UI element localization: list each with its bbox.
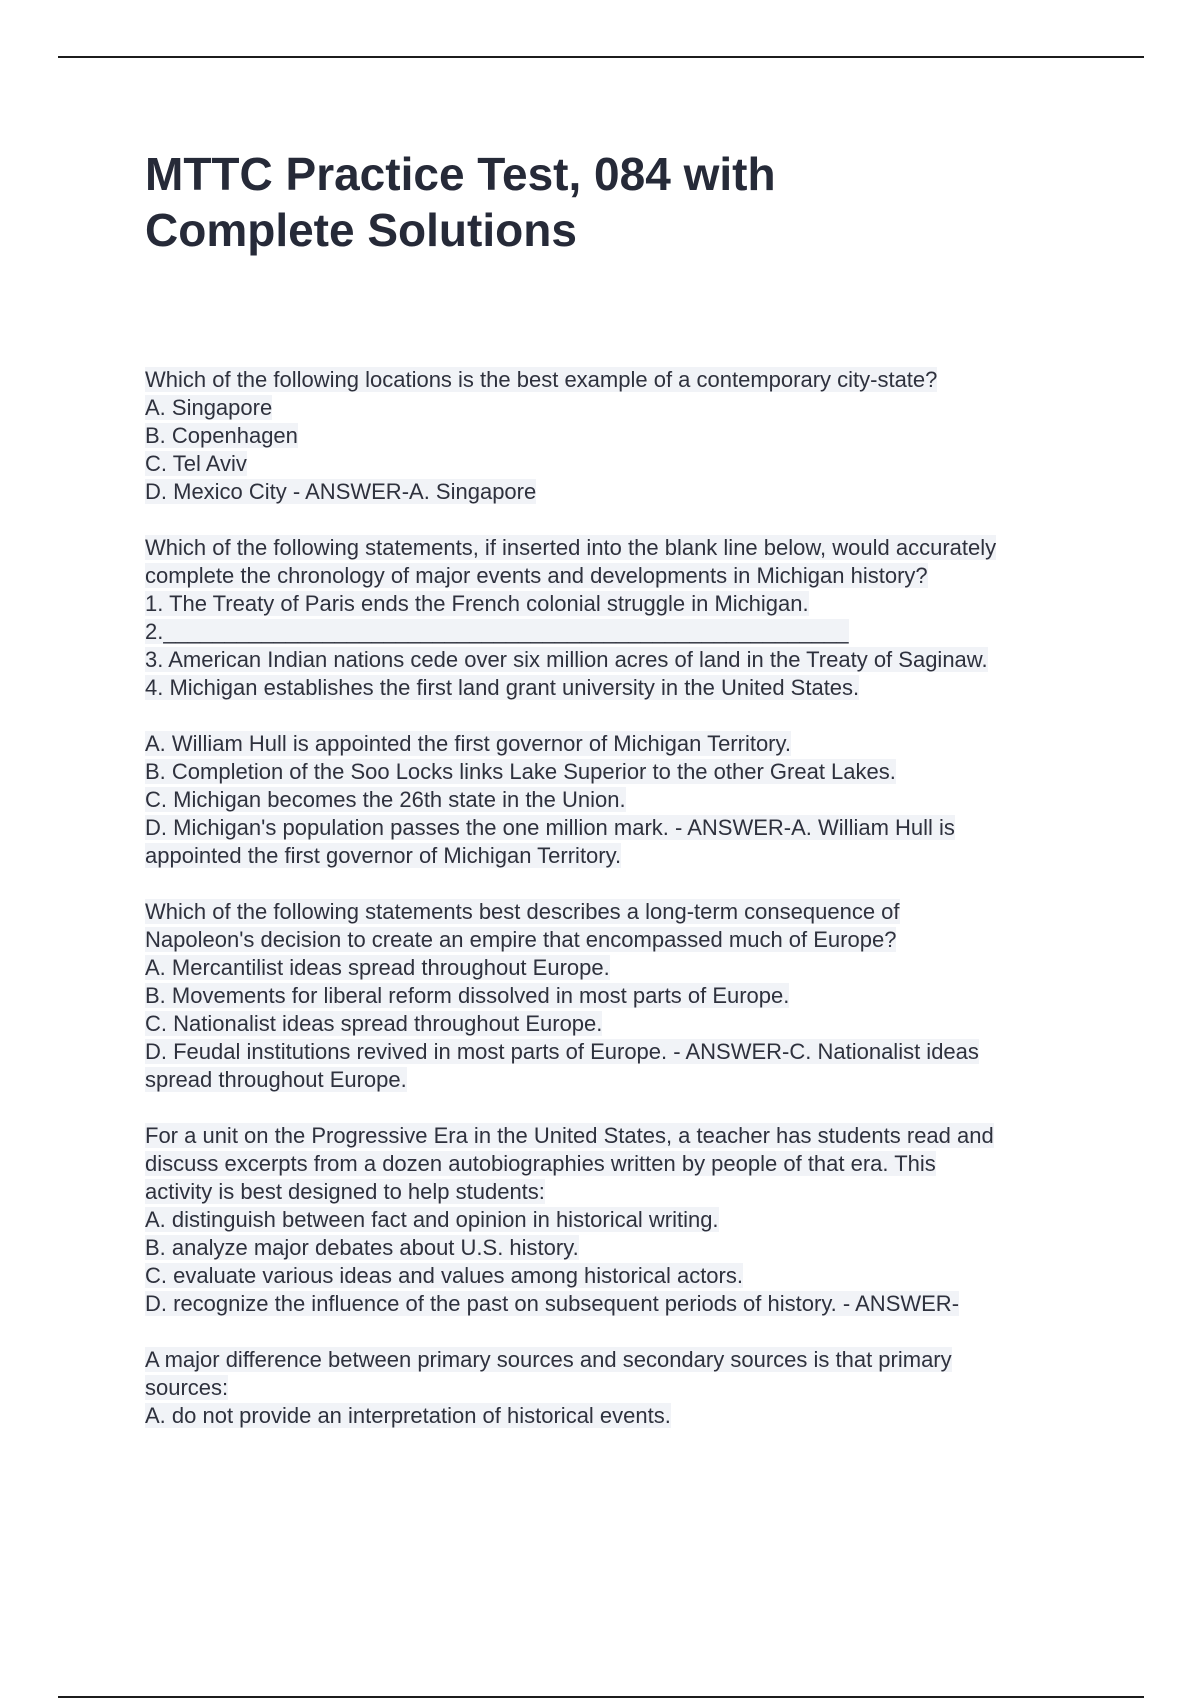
text-line-content: 2.________________________________________________________ (145, 619, 849, 644)
title-line-1: MTTC Practice Test, 084 with (145, 148, 776, 200)
text-line-content: D. Mexico City - ANSWER-A. Singapore (145, 479, 537, 504)
text-line-content: C. Michigan becomes the 26th state in the Union. (145, 787, 626, 812)
text-line (145, 1150, 1105, 1178)
text-line-content: A major difference between primary sources and secondary sources is that primary (145, 1347, 952, 1372)
text-line-content: sources: (145, 1375, 229, 1400)
text-line-content: A. William Hull is appointed the first governor of Michigan Territory. (145, 731, 791, 756)
text-line (145, 1290, 1105, 1318)
text-line (145, 1234, 1105, 1262)
text-line-content: Which of the following locations is the best example of a contemporary city-state? (145, 367, 938, 392)
text-line-content: spread throughout Europe. (145, 1067, 407, 1092)
question-block-5 (145, 1346, 1105, 1430)
text-line-content: 3. American Indian nations cede over six million acres of land in the Treaty of Saginaw. (145, 647, 988, 672)
text-line-content: B. Completion of the Soo Locks links Lake Superior to the other Great Lakes. (145, 759, 896, 784)
text-line (145, 842, 1105, 870)
text-line-content: Which of the following statements best describes a long-term consequence of (145, 899, 900, 924)
question-block-4 (145, 1122, 1105, 1318)
text-line (145, 478, 1105, 506)
text-line-content: B. analyze major debates about U.S. history. (145, 1235, 579, 1260)
text-line-content: B. Movements for liberal reform dissolved in most parts of Europe. (145, 983, 790, 1008)
text-line-content: A. distinguish between fact and opinion in historical writing. (145, 1207, 719, 1232)
text-line-content: C. evaluate various ideas and values among historical actors. (145, 1263, 743, 1288)
text-line-content: Which of the following statements, if inserted into the blank line below, would accurately (145, 535, 997, 560)
text-line (145, 422, 1105, 450)
text-line-content: discuss excerpts from a dozen autobiographies written by people of that era. This (145, 1151, 936, 1176)
text-line-content: C. Nationalist ideas spread throughout Europe. (145, 1011, 603, 1036)
text-line-content: 4. Michigan establishes the first land grant university in the United States. (145, 675, 860, 700)
question-block-2 (145, 534, 1105, 870)
text-line-content: A. do not provide an interpretation of historical events. (145, 1403, 671, 1428)
document-title (145, 146, 1045, 258)
text-line (145, 618, 1105, 646)
text-line (145, 1066, 1105, 1094)
text-line (145, 366, 1105, 394)
paragraph-spacer (145, 702, 1105, 730)
text-line (145, 646, 1105, 674)
question-block-1 (145, 366, 1105, 506)
text-line (145, 1122, 1105, 1150)
text-line (145, 926, 1105, 954)
text-line (145, 1178, 1105, 1206)
text-line (145, 1206, 1105, 1234)
text-line (145, 982, 1105, 1010)
text-line (145, 1346, 1105, 1374)
document-body (145, 366, 1105, 1458)
text-line (145, 814, 1105, 842)
text-line-content: 1. The Treaty of Paris ends the French colonial struggle in Michigan. (145, 591, 809, 616)
bottom-rule (58, 1696, 1144, 1698)
text-line-content: A. Singapore (145, 395, 273, 420)
text-line-content: B. Copenhagen (145, 423, 298, 448)
text-line-content: Napoleon's decision to create an empire that encompassed much of Europe? (145, 927, 897, 952)
text-line-content: D. recognize the influence of the past on subsequent periods of history. - ANSWER- (145, 1291, 960, 1316)
text-line (145, 758, 1105, 786)
text-line (145, 450, 1105, 478)
text-line-content: D. Feudal institutions revived in most parts of Europe. - ANSWER-C. Nationalist ideas (145, 1039, 979, 1064)
text-line (145, 534, 1105, 562)
text-line (145, 1374, 1105, 1402)
text-line-content: D. Michigan's population passes the one million mark. - ANSWER-A. William Hull is (145, 815, 955, 840)
text-line (145, 898, 1105, 926)
text-line-content: A. Mercantilist ideas spread throughout Europe. (145, 955, 610, 980)
text-line-content: C. Tel Aviv (145, 451, 247, 476)
text-line (145, 730, 1105, 758)
text-line (145, 590, 1105, 618)
text-line-content: For a unit on the Progressive Era in the United States, a teacher has students read and (145, 1123, 994, 1148)
text-line (145, 394, 1105, 422)
text-line (145, 954, 1105, 982)
text-line (145, 1010, 1105, 1038)
text-line-content: complete the chronology of major events and developments in Michigan history? (145, 563, 928, 588)
title-line-2: Complete Solutions (145, 204, 577, 256)
text-line (145, 674, 1105, 702)
text-line (145, 1038, 1105, 1066)
text-line-content: activity is best designed to help students: (145, 1179, 545, 1204)
top-rule (58, 56, 1144, 58)
text-line (145, 786, 1105, 814)
text-line (145, 1262, 1105, 1290)
question-block-3 (145, 898, 1105, 1094)
text-line-content: appointed the first governor of Michigan Territory. (145, 843, 622, 868)
text-line (145, 562, 1105, 590)
text-line (145, 1402, 1105, 1430)
